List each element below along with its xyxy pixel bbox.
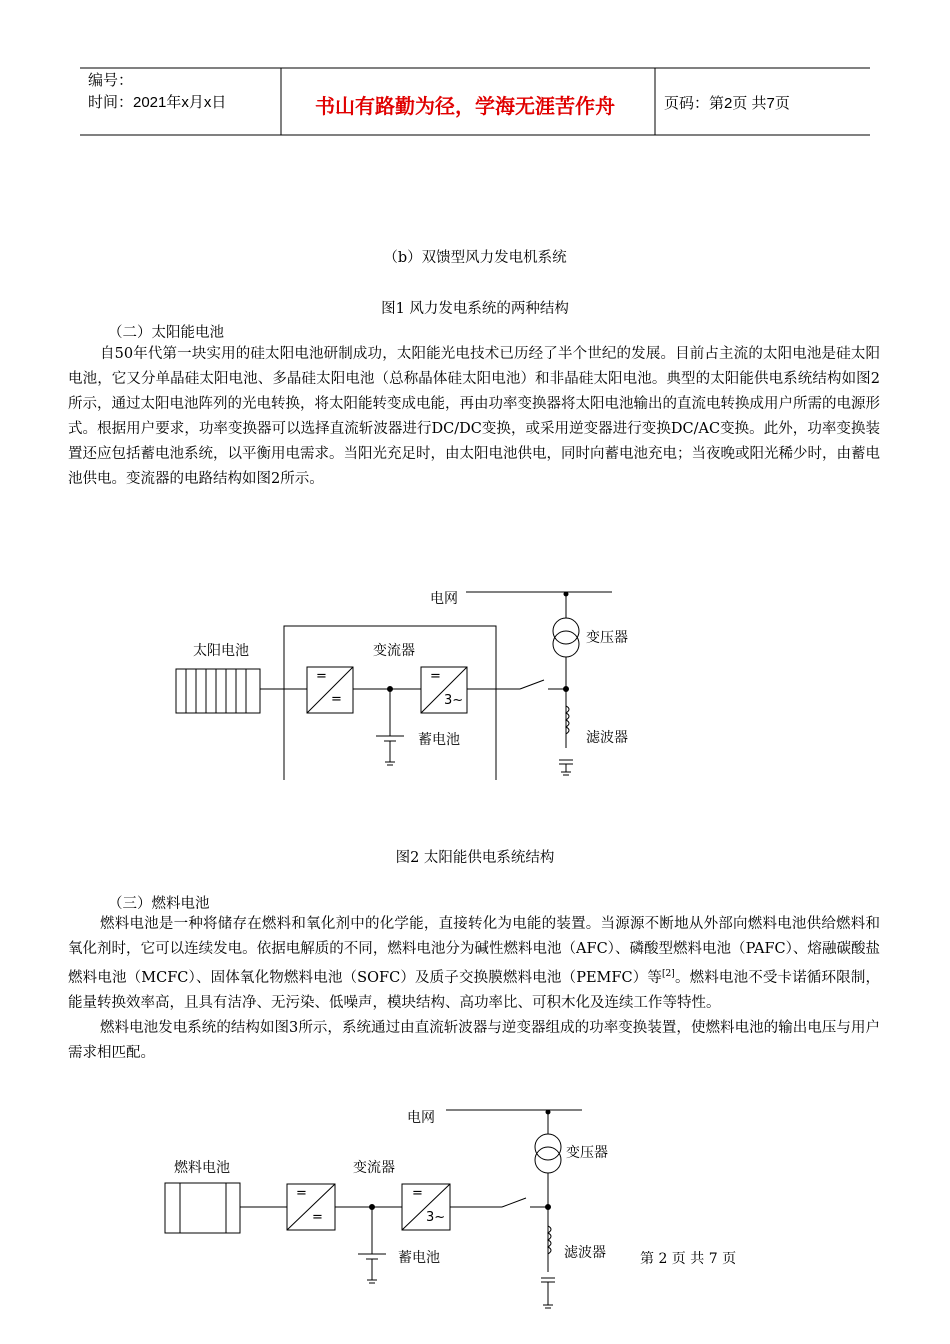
fig3-transformer-label: 变压器 — [566, 1145, 608, 1161]
fuel-paragraph-1a: 燃料电池是一种将储存在燃料和氧化剂中的化学能，直接转化为电能的装置。当源源不断地从外部向燃料电池供给燃料和氧化剂时，它可以连续发电。依据电解质的不同，燃料电池分为碱性燃料电池（AFC）、磷酸型燃料电池（PAFC）、熔融碳酸盐燃料电池（MCFC）、固体氧化物燃料电池（SOFC）及质子交换膜燃料电池（PEMFC）等 — [68, 916, 880, 986]
fig3-converter-label: 变流器 — [353, 1160, 395, 1176]
section-solar-heading: （二）太阳能电池 — [108, 325, 224, 341]
section-fuel-heading: （三）燃料电池 — [108, 896, 210, 912]
fig3-inv-dc-label: = — [412, 1186, 423, 1201]
fig2-inv-dc-label: = — [430, 669, 441, 684]
footer-page-number: 第 2 页 共 7 页 — [640, 1251, 737, 1267]
fig2-grid-label: 电网 — [430, 591, 458, 607]
fig3-grid-label: 电网 — [407, 1110, 435, 1126]
fig1-caption: 图1 风力发电系统的两种结构 — [381, 301, 569, 317]
fig2-source-label: 太阳电池 — [193, 643, 249, 659]
fig3-diagram — [0, 1100, 950, 1344]
fuel-paragraph-1 — [68, 912, 880, 1016]
fig2-dc-bottom-label: = — [331, 692, 342, 707]
fig2-battery-label: 蓄电池 — [418, 732, 460, 748]
fig2-transformer-label: 变压器 — [586, 630, 628, 646]
fig3-battery-label: 蓄电池 — [398, 1250, 440, 1266]
fig2-inv-ac-label: 3~ — [444, 693, 464, 708]
fuel-paragraph-1b: 。燃料电池不受卡诺循环限制，能量转换效率高，且具有洁净、无污染、低噪声，模块结构、高功率比、可积木化及连续工作等特性。 — [68, 969, 880, 1011]
fig3-filter-label: 滤波器 — [564, 1245, 606, 1261]
header-info — [88, 70, 226, 114]
fig3-source-label: 燃料电池 — [174, 1160, 230, 1176]
fig3-dc-top-label: = — [296, 1186, 307, 1201]
section-fuel-text — [68, 912, 880, 1066]
fig2-caption: 图2 太阳能供电系统结构 — [395, 850, 555, 866]
fig2-dc-top-label: = — [316, 669, 327, 684]
header-motto: 书山有路勤为径，学海无涯苦作舟 — [315, 94, 615, 118]
fig2-diagram — [0, 580, 950, 780]
fig2-converter-label: 变流器 — [373, 643, 415, 659]
fig1-subcaption: （b）双馈型风力发电机系统 — [383, 250, 567, 266]
citation-ref: [2] — [662, 969, 675, 979]
section-solar-text — [68, 342, 880, 492]
header-date: 时间：2021年x月x日 — [88, 94, 227, 111]
solar-paragraph: 自50年代第一块实用的硅太阳电池研制成功，太阳能光电技术已历经了半个世纪的发展。目前占主流的太阳电池是硅太阳电池，它又分单晶硅太阳电池、多晶硅太阳电池（总称晶体硅太阳电池）和非晶硅太阳电池。典型的太阳能供电系统结构如图2所示，通过太阳电池阵列的光电转换，将太阳能转变成电能，再由功率变换器将太阳电池输出的直流电转换成用户所需的电源形式。根据用户要求，功率变换器可以选择直流斩波器进行DC/DC变换，或采用逆变器进行变换DC/AC变换。此外，功率变换装置还应包括蓄电池系统，以平衡用电需求。当阳光充足时，由太阳电池供电，同时向蓄电池充电；当夜晚或阳光稀少时，由蓄电池供电。变流器的电路结构如图2所示。 — [68, 346, 880, 487]
header-number: 编号： — [88, 72, 134, 89]
fig2-filter-label: 滤波器 — [586, 730, 628, 746]
fuel-paragraph-2: 燃料电池发电系统的结构如图3所示，系统通过由直流斩波器与逆变器组成的功率变换装置，使燃料电池的输出电压与用户需求相匹配。 — [68, 1019, 880, 1061]
header-page: 页码：第2页 共7页 — [664, 95, 790, 112]
fig3-dc-bottom-label: = — [312, 1210, 323, 1225]
fig3-inv-ac-label: 3~ — [426, 1210, 446, 1225]
